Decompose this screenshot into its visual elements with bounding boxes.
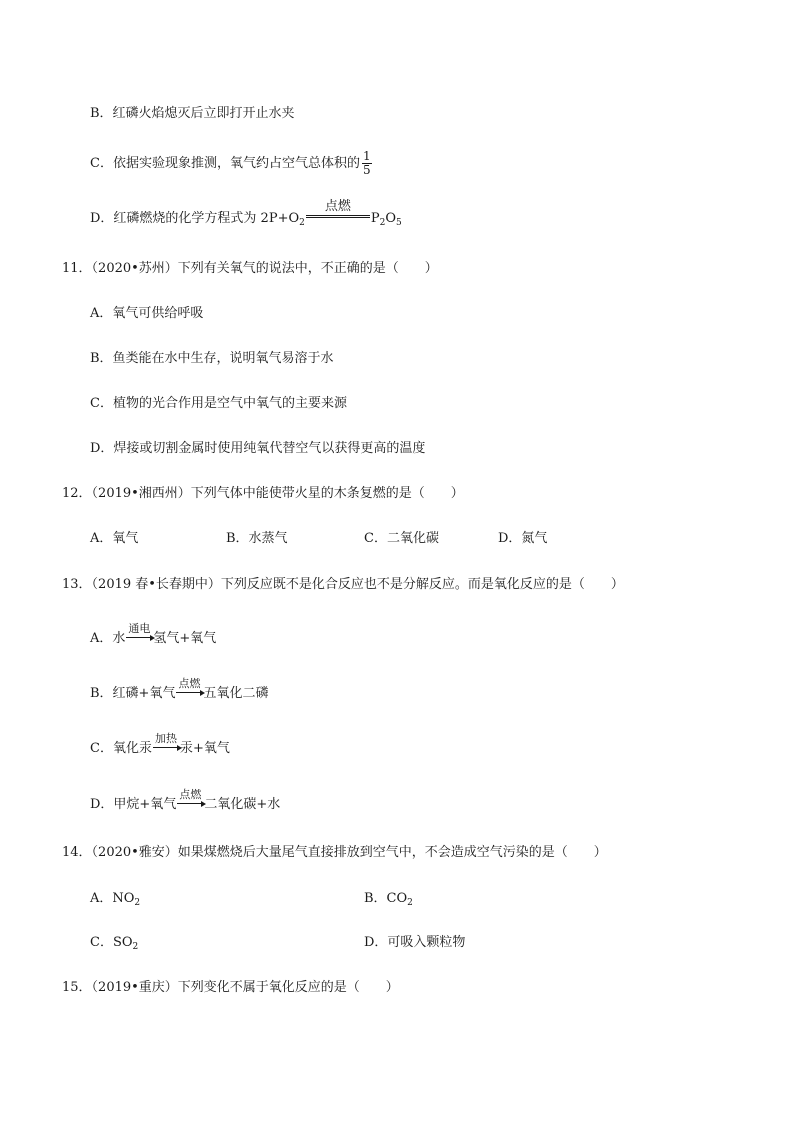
arrow-right-icon: [176, 683, 202, 693]
product: 氢气+氧气: [153, 631, 217, 646]
subscript: 2: [134, 898, 141, 908]
reaction-arrow: [153, 732, 179, 759]
q11-option-c: C．植物的光合作用是空气中氧气的主要来源: [90, 396, 347, 411]
product: 汞+氧气: [179, 741, 230, 756]
q13-option-b: [90, 677, 269, 704]
equation-condition: [306, 199, 370, 229]
arrow-right-icon: [126, 628, 152, 638]
option-text: A．NO: [90, 891, 135, 906]
fraction-numerator: 1: [362, 149, 371, 163]
q14-option-a: [90, 889, 140, 909]
product: 五氧化二磷: [203, 686, 269, 701]
arrow-right-icon: [153, 738, 179, 748]
fraction-one-fifth: [362, 150, 372, 177]
q12-option-a: A．氧气: [90, 531, 139, 546]
q10-option-d-text: D．红磷燃烧的化学方程式为 2P+O: [90, 211, 300, 226]
reaction-arrow: [177, 788, 203, 815]
q13-stem: 13．（2019 春•长春期中）下列反应既不是化合反应也不是分解反应。而是氧化反应的是（ ）: [62, 577, 624, 592]
subscript: 2: [299, 218, 305, 228]
q13-option-d: [90, 788, 281, 815]
q11-option-d: D．焊接或切割金属时使用纯氧代替空气以获得更高的温度: [90, 441, 426, 456]
reactant: A．水: [90, 631, 126, 646]
formula-o: O: [385, 211, 397, 226]
reactant: B．红磷+氧气: [90, 686, 176, 701]
q12-option-c: C．二氧化碳: [364, 531, 439, 546]
q13-option-a: [90, 622, 217, 649]
product: 二氧化碳+水: [204, 797, 281, 812]
q12-stem: 12．（2019•湘西州）下列气体中能使带火星的木条复燃的是（ ）: [62, 486, 464, 501]
q10-option-c-text: C．依据实验现象推测，氧气约占空气总体积的: [90, 156, 360, 171]
q10-option-b: B．红磷火焰熄灭后立即打开止水夹: [90, 106, 295, 121]
reaction-arrow: [126, 622, 152, 649]
q14-option-b: [364, 889, 413, 909]
equals-sign-icon: [306, 208, 370, 218]
condition-label: 加热: [154, 732, 177, 745]
condition-label: 通电: [128, 622, 151, 635]
q11-option-a: A．氧气可供给呼吸: [90, 306, 204, 321]
q12-option-d: D．氮气: [498, 531, 548, 546]
q11-option-b: B．鱼类能在水中生存，说明氧气易溶于水: [90, 351, 334, 366]
q15-stem: 15．（2019•重庆）下列变化不属于氧化反应的是（ ）: [62, 980, 399, 995]
condition-label: 点燃: [178, 677, 201, 690]
condition-label: 点燃: [179, 788, 202, 801]
subscript: 5: [396, 218, 402, 228]
subscript: 2: [379, 218, 386, 228]
fraction-denominator: 5: [362, 163, 371, 177]
q13-option-c: [90, 732, 230, 759]
reaction-arrow: [176, 677, 202, 704]
q12-option-b: B．水蒸气: [226, 531, 288, 546]
arrow-right-icon: [177, 794, 203, 804]
reactant: D．甲烷+氧气: [90, 797, 177, 812]
q14-option-d: D．可吸入颗粒物: [364, 935, 466, 950]
formula-p: P: [370, 211, 380, 226]
option-text: B．CO: [364, 891, 408, 906]
q14-stem: 14．（2020•雅安）如果煤燃烧后大量尾气直接排放到空气中，不会造成空气污染的是（ ）: [62, 845, 607, 860]
q10-option-c: [90, 150, 372, 177]
q11-stem: 11．（2020•苏州）下列有关氧气的说法中，不正确的是（ ）: [62, 261, 438, 276]
condition-label: 点燃: [324, 199, 351, 214]
subscript: 2: [132, 942, 139, 952]
q14-option-c: [90, 933, 138, 953]
q10-option-d: [90, 199, 402, 229]
reactant: C．氧化汞: [90, 741, 152, 756]
option-text: C．SO: [90, 935, 133, 950]
subscript: 2: [407, 898, 413, 908]
